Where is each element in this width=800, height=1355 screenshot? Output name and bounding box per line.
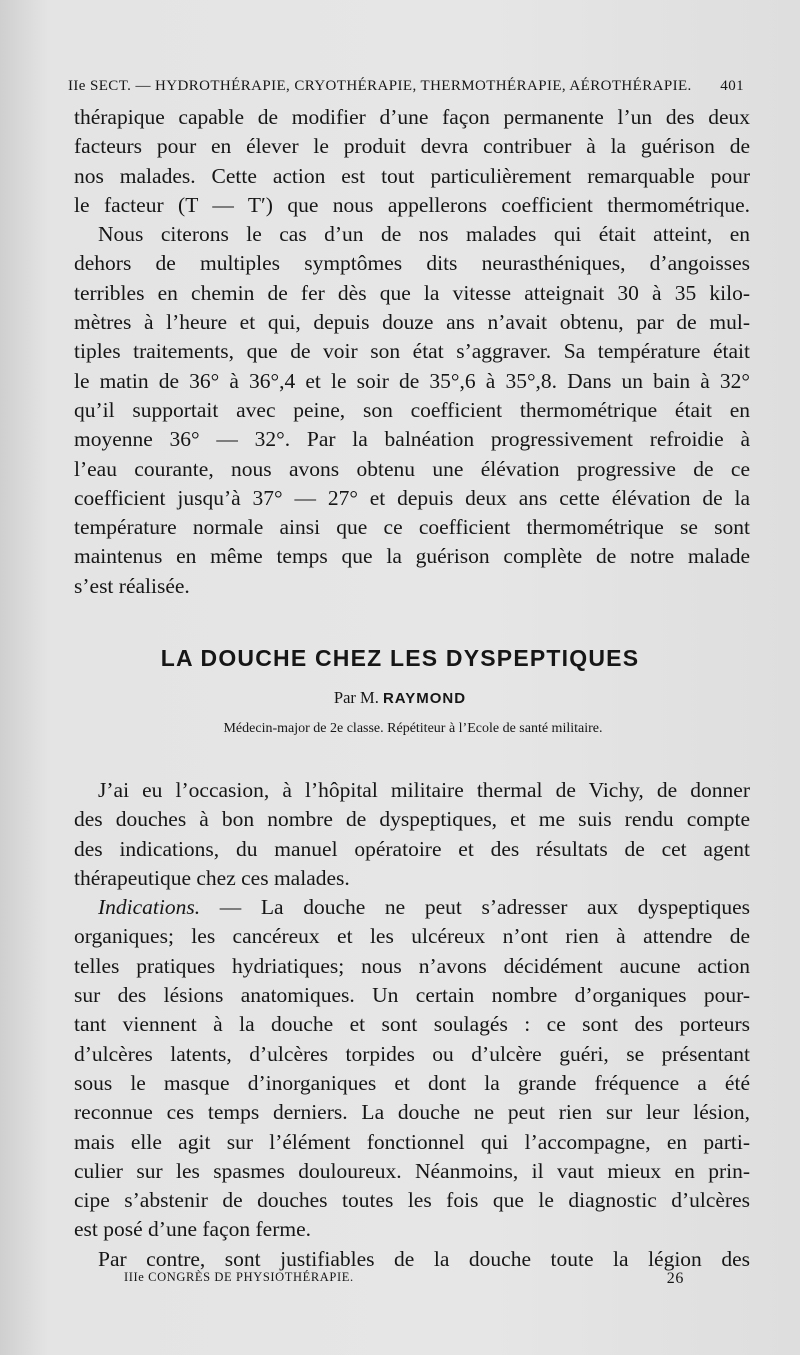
- text-line: mètres à l’heure et qui, depuis douze ans n’avait obtenu, par de mul-: [74, 310, 750, 335]
- page-footer: [124, 1270, 684, 1288]
- text-line: qu’il supportait avec peine, son coefficient thermométrique était en: [74, 397, 750, 422]
- text-line: telles pratiques hydriatiques; nous n’avons décidément aucune action: [74, 953, 750, 978]
- text-line: nos malades. Cette action est tout particulièrement remarquable pour: [74, 163, 750, 188]
- paragraph-block-1: [74, 103, 750, 601]
- text-line: Par contre, sont justifiables de la douche toute la légion des: [98, 1246, 750, 1271]
- text-line: organiques; les cancéreux et les ulcéreux n’ont rien à attendre de: [74, 924, 750, 949]
- text-line: terribles en chemin de fer dès que la vitesse atteignait 30 à 35 kilo-: [74, 280, 750, 305]
- author-name: RAYMOND: [382, 690, 467, 707]
- text-line: coefficient jusqu’à 37° — 27° et depuis deux ans cette élévation de la: [74, 485, 750, 510]
- page-number: 401: [720, 78, 744, 94]
- text-line: le matin de 36° à 36°,4 et le soir de 35°,6 à 35°,8. Dans un bain à 32°: [74, 368, 750, 393]
- text-line: dehors de multiples symptômes dits neurasthéniques, d’angoisses: [74, 251, 750, 276]
- signature-number: 26: [666, 1270, 684, 1287]
- text-line: sur des lésions anatomiques. Un certain nombre d’organiques pour-: [74, 983, 750, 1008]
- text-line: J’ai eu l’occasion, à l’hôpital militaire thermal de Vichy, de donner: [98, 778, 750, 802]
- text-line: thérapeutique chez ces malades.: [74, 865, 350, 890]
- text-line: température normale ainsi que ce coefficient thermométrique se sont: [74, 515, 750, 540]
- text-line: est posé d’une façon ferme.: [74, 1217, 311, 1242]
- indications-first-text: — La douche ne peut s’adresser aux dyspeptiques: [200, 895, 750, 920]
- indications-first-line: [74, 893, 750, 922]
- text-line: des douches à bon nombre de dyspeptiques, et me suis rendu compte: [74, 807, 750, 832]
- author-prefix: Par M.: [333, 688, 379, 707]
- running-header: [68, 78, 744, 95]
- text-line: tiples traitements, que de voir son état s’aggraver. Sa température était: [74, 339, 750, 364]
- author-line: [0, 688, 800, 708]
- text-line: culier sur les spasmes douloureux. Néanmoins, il vaut mieux en prin-: [74, 1158, 750, 1183]
- text-line: facteurs pour en élever le produit devra contribuer à la guérison de: [74, 134, 750, 159]
- indications-label: Indications.: [98, 895, 201, 920]
- running-title: IIe SECT. — HYDROTHÉRAPIE, CRYOTHÉRAPIE, THERMOTHÉRAPIE, AÉROTHÉRAPIE.: [68, 78, 692, 94]
- text-line: Nous citerons le cas d’un de nos malades qui était atteint, en: [98, 222, 750, 247]
- text-line: le facteur (T — T′) que nous appellerons coefficient thermométrique.: [74, 192, 750, 217]
- footer-congress: IIIe CONGRÈS DE PHYSIOTHÉRAPIE.: [124, 1270, 354, 1284]
- author-affiliation: Médecin-major de 2e classe. Répétiteur à l’Ecole de santé militaire.: [223, 721, 603, 736]
- text-line: sous le masque d’inorganiques et dont la grande fréquence a été: [74, 1070, 750, 1095]
- section-title: LA DOUCHE CHEZ LES DYSPEPTIQUES: [160, 645, 640, 671]
- text-line: thérapique capable de modifier d’une façon permanente l’un des deux: [74, 105, 750, 129]
- text-line: mais elle agit sur l’élément fonctionnel qui l’accompagne, en parti-: [74, 1129, 750, 1154]
- paragraph-block-2: [74, 776, 750, 1274]
- text-line: d’ulcères latents, d’ulcères torpides ou d’ulcère guéri, se présentant: [74, 1041, 750, 1066]
- text-line: l’eau courante, nous avons obtenu une élévation progressive de ce: [74, 456, 750, 481]
- text-line: s’est réalisée.: [74, 573, 190, 598]
- text-line: moyenne 36° — 32°. Par la balnéation progressivement refroidie à: [74, 427, 750, 452]
- text-line: tant viennent à la douche et sont soulagés : ce sont des porteurs: [74, 1012, 750, 1037]
- text-line: maintenus en même temps que la guérison complète de notre malade: [74, 544, 750, 569]
- text-line: des indications, du manuel opératoire et des résultats de cet agent: [74, 836, 750, 861]
- text-line: cipe s’abstenir de douches toutes les fois que le diagnostic d’ulcères: [74, 1188, 750, 1213]
- text-line: reconnue ces temps derniers. La douche ne peut rien sur leur lésion,: [74, 1100, 750, 1125]
